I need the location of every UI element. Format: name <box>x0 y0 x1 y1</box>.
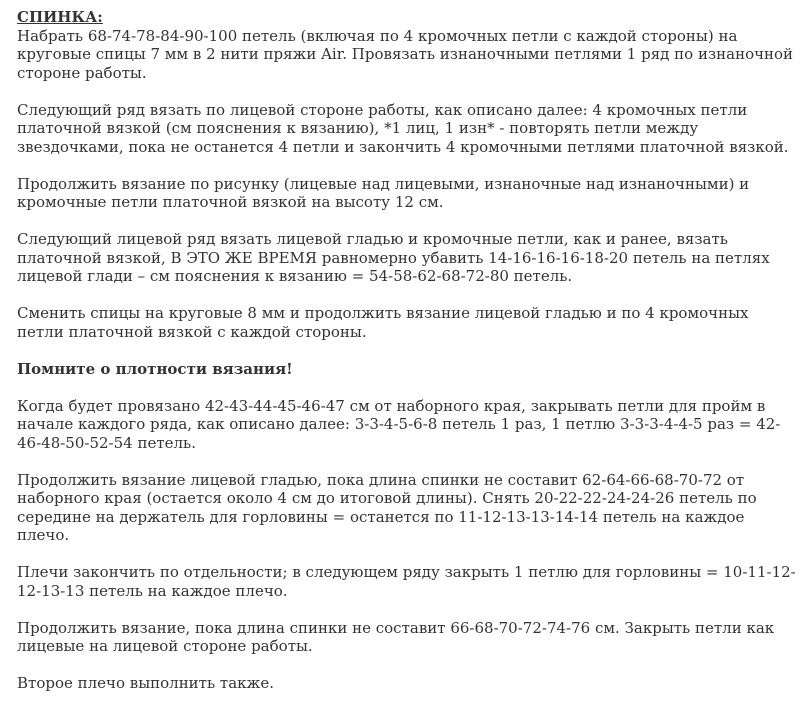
paragraph-shoulders: Плечи закончить по отдельности; в следующем ряду закрыть 1 петлю для горловины = 10-11-12-12-13-13 петель на каждое плечо. <box>17 563 796 600</box>
paragraph-continue-pattern: Продолжить вязание по рисунку (лицевые над лицевыми, изнаночные над изнаночными) и кромочные петли платочной вязкой на высоту 12 см. <box>17 174 750 211</box>
section-title: СПИНКА: <box>17 8 103 26</box>
paragraph-decrease: Следующий лицевой ряд вязать лицевой гладью и кромочные петли, как и ранее, вязать платочной вязкой, В ЭТО ЖЕ ВРЕМЯ равномерно убавить 14-16-16-16-18-20 петель на петлях лицевой глади – см пояснения к вязанию = 54-58-62-68-72-80 петель. <box>17 230 770 285</box>
paragraph-second-shoulder: Второе плечо выполнить также. <box>17 674 274 692</box>
paragraph-rib-pattern: Следующий ряд вязать по лицевой стороне работы, как описано далее: 4 кромочных петли платочной вязкой (см пояснения к вязанию), *1 лиц, 1 изн* - повторять петли между звездочками, пока не останется 4 петли и закончить 4 кромочными петлями платочной вязкой. <box>17 100 789 156</box>
paragraph-neckline: Продолжить вязание лицевой гладью, пока длина спинки не составит 62-64-66-68-70-72 от наборного края (остается около 4 см до итоговой длины). Снять 20-22-22-24-24-26 петель по середине на держатель для горловины = останется по 11-12-13-13-14-14 петель на каждое плечо. <box>17 470 757 544</box>
paragraph-gauge-reminder: Помните о плотности вязания! <box>17 359 293 378</box>
paragraph-cast-on: Набрать 68-74-78-84-90-100 петель (включая по 4 кромочных петли с каждой стороны) на круговые спицы 7 мм в 2 нити пряжи Air. Провязать изнаночными петлями 1 ряд по изнаночной стороне работы. <box>17 26 794 82</box>
instructions-document <box>17 8 799 711</box>
paragraph-armholes: Когда будет провязано 42-43-44-45-46-47 см от наборного края, закрывать петли для пройм в начале каждого ряда, как описано далее: 3-3-4-5-6-8 петель 1 раз, 1 петлю 3-3-3-4-4-5 раз = 42-46-48-50-52-54 петель. <box>17 396 781 452</box>
paragraph-bind-off: Продолжить вязание, пока длина спинки не составит 66-68-70-72-74-76 см. Закрыть петли как лицевые на лицевой стороне работы. <box>17 618 775 655</box>
paragraph-change-needles: Сменить спицы на круговые 8 мм и продолжить вязание лицевой гладью и по 4 кромочных петли платочной вязкой с каждой стороны. <box>17 304 749 341</box>
